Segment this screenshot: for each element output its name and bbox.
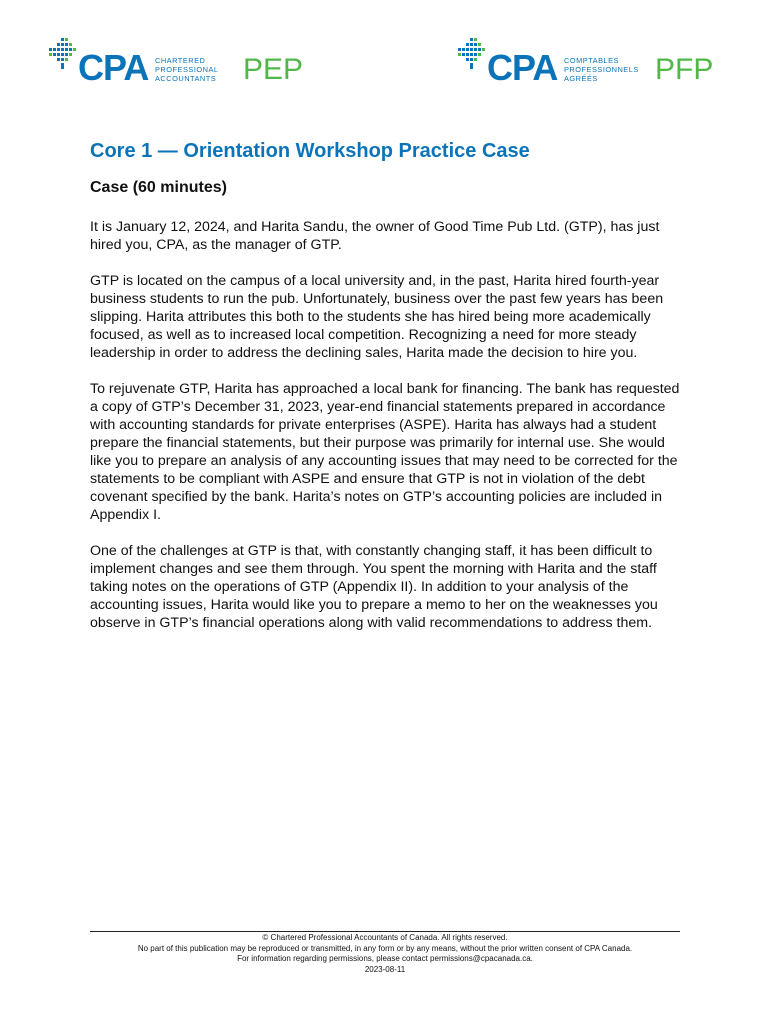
footer-divider (90, 931, 680, 932)
brand-tagline: CHARTERED PROFESSIONAL ACCOUNTANTS (155, 56, 219, 83)
cpa-logo-french (455, 36, 725, 94)
program-label: PEP (243, 53, 304, 86)
program-label: PFP (655, 53, 714, 86)
cpa-logo-english (46, 36, 316, 94)
copyright-line: © Chartered Professional Accountants of Canada. All rights reserved. (262, 933, 508, 942)
footer (90, 933, 680, 975)
brand-wordmark: CPA (78, 47, 149, 88)
paragraph: It is January 12, 2024, and Harita Sandu, the owner of Good Time Pub Ltd. (GTP), has just hired you, CPA, as the manager of GTP. (90, 219, 660, 253)
brand-wordmark: CPA (487, 47, 558, 88)
paragraph: To rejuvenate GTP, Harita has approached a local bank for financing. The bank has requested a copy of GTP’s December 31, 2023, year-end financial statements prepared in accordance with accounting standards for private enterprises (ASPE). Harita has always had a student prepare the financial statements, but their purpose was primarily for internal use. She would like you to prepare an analysis of any accounting issues that may need to be corrected for the statements to be compliant with ASPE and ensure that GTP is not in violation of the debt covenant specified by the bank. Harita’s notes on GTP’s accounting policies are included in Appendix I. (90, 381, 680, 523)
maple-leaf-icon (455, 36, 489, 76)
brand-tagline: COMPTABLES PROFESSIONNELS AGRÉÉS (564, 56, 639, 83)
case-heading: Case (60 minutes) (90, 179, 227, 196)
paragraph: GTP is located on the campus of a local university and, in the past, Harita hired fourth-year business students to run the pub. Unfortunately, business over the past few years has been slipping. Harita attributes this both to the students she has hired being more academically focused, as well as to increased local competition. Recognizing a need for more steady leadership in order to address the declining sales, Harita made the decision to hire you. (90, 273, 664, 361)
maple-leaf-icon (46, 36, 80, 76)
reproduction-notice: No part of this publication may be reproduced or transmitted, in any form or by any means, without the prior written consent of CPA Canada. (137, 943, 633, 953)
paragraph: One of the challenges at GTP is that, with constantly changing staff, it has been difficult to implement changes and see them through. You spent the morning with Harita and the staff taking notes on the operations of GTP (Appendix II). In addition to your analysis of the accounting issues, Harita would like you to prepare a memo to her on the weaknesses you observe in GTP’s financial operations along with valid recommendations to address them. (90, 543, 658, 631)
document-title: Core 1 — Orientation Workshop Practice Case (90, 140, 530, 162)
case-body (90, 218, 682, 650)
permissions-contact: For information regarding permissions, please contact permissions@cpacanada.ca. (237, 954, 533, 963)
document-date: 2023-08-11 (364, 964, 406, 974)
